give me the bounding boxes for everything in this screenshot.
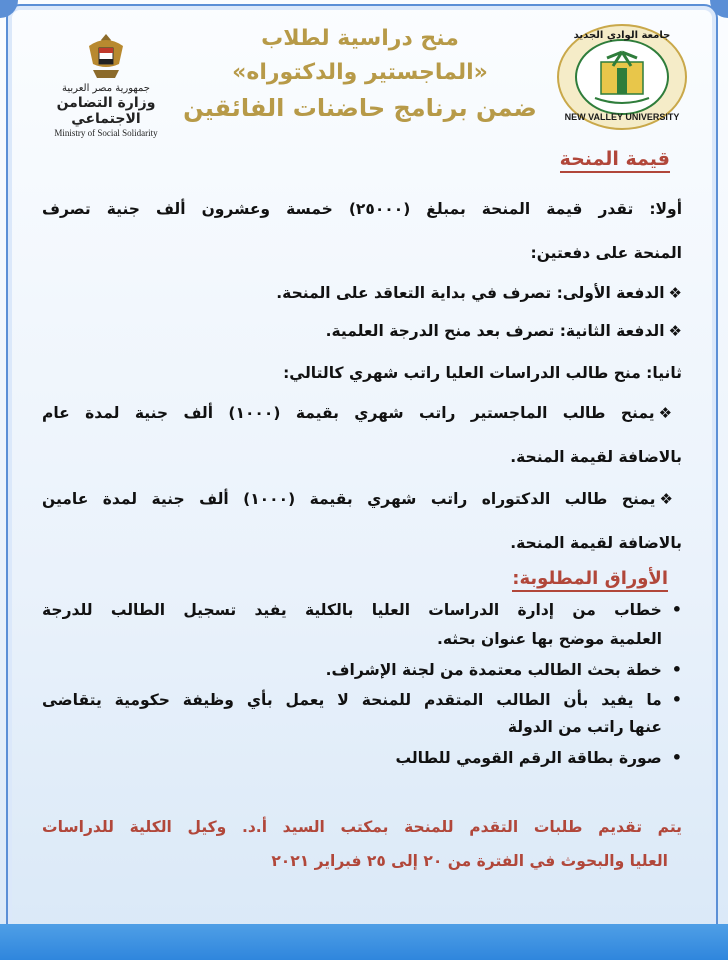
title-line-3: ضمن برنامج حاضنات الفائقين — [183, 94, 537, 122]
page-frame — [6, 4, 718, 950]
phd-row — [42, 490, 682, 508]
doc-item-1-text-a: خطاب من إدارة الدراسات العليا بالكلية يفيد تسجيل الطالب للدرجة — [42, 601, 662, 619]
footer-line-1: يتم تقديم طلبات التقدم للمنحة بمكتب السيد أ.د. وكيل الكلية للدراسات — [42, 818, 682, 836]
doc-item-3-text-b: عنها راتب من الدولة — [507, 718, 662, 736]
bottom-band — [0, 924, 728, 960]
ministry-name-ar: وزارة التضامن الاجتماعي — [56, 95, 156, 127]
bullet-icon: • — [671, 600, 682, 619]
phd-text-b: بالاضافة لقيمة المنحة. — [510, 534, 682, 552]
doc-item-1 — [42, 600, 682, 619]
first-point-line-b: المنحة على دفعتين: — [530, 244, 682, 262]
bullet-icon: • — [671, 690, 682, 709]
doc-item-3-text-a: ما يفيد بأن الطالب المتقدم للمنحة لا يعمل بأي وظيفة حكومية يتقاضى — [42, 691, 662, 709]
required-docs-heading: الأوراق المطلوبة: — [512, 568, 668, 592]
phd-text-a: يمنح طالب الدكتوراه راتب شهري بقيمة (١٠٠٠) ألف جنية لمدة عامين — [42, 490, 656, 508]
diamond-bullet-icon: ❖ — [668, 322, 682, 340]
footer-line-2: العليا والبحوث في الفترة من ٢٠ إلى ٢٥ فبراير ٢٠٢١ — [271, 852, 668, 870]
title-line-2: «الماجستير والدكتوراه» — [232, 60, 488, 85]
university-english-name: NEW VALLEY UNIVERSITY — [564, 112, 680, 122]
second-point-line: ثانيا: منح طالب الدراسات العليا راتب شهري كالتالي: — [283, 364, 682, 382]
new-valley-university-logo-icon — [555, 22, 689, 132]
doc-item-4 — [42, 748, 682, 767]
payment-1-text: الدفعة الأولى: تصرف في بداية التعاقد على المنحة. — [276, 284, 665, 302]
doc-item-4-text: صورة بطاقة الرقم القومي للطالب — [395, 749, 662, 767]
masters-text-a: يمنح طالب الماجستير راتب شهري بقيمة (١٠٠٠) ألف جنية لمدة عام — [42, 404, 655, 422]
ministry-country: جمهورية مصر العربية — [62, 83, 150, 94]
payment-1-row — [42, 284, 682, 302]
title-line-1: منح دراسية لطلاب — [261, 26, 459, 51]
diamond-bullet-icon: ❖ — [668, 284, 682, 302]
doc-item-3 — [42, 690, 682, 709]
ministry-name-en: Ministry of Social Solidarity — [54, 128, 158, 138]
grant-value-heading: قيمة المنحة — [560, 148, 670, 173]
bullet-icon: • — [671, 660, 682, 679]
first-point-line-a: أولا: تقدر قيمة المنحة بمبلغ (٢٥٠٠٠) خمسة وعشرون ألف جنية تصرف — [42, 200, 683, 218]
eagle-emblem-icon — [83, 30, 129, 82]
diamond-bullet-icon: ❖ — [659, 490, 682, 508]
doc-item-2-text: خطة بحث الطالب معتمدة من لجنة الإشراف. — [325, 661, 662, 679]
payment-2-text: الدفعة الثانية: تصرف بعد منح الدرجة العلمية. — [325, 322, 665, 340]
masters-row — [42, 404, 682, 422]
university-arabic-name: جامعة الوادي الجديد — [573, 30, 671, 41]
masters-text-b: بالاضافة لقيمة المنحة. — [510, 448, 682, 466]
doc-item-2 — [42, 660, 682, 679]
bullet-icon: • — [671, 748, 682, 767]
diamond-bullet-icon: ❖ — [658, 404, 682, 422]
ministry-logo — [40, 30, 172, 142]
doc-item-1-text-b: العلمية موضح بها عنوان بحثه. — [436, 630, 662, 648]
payment-2-row — [42, 322, 682, 340]
